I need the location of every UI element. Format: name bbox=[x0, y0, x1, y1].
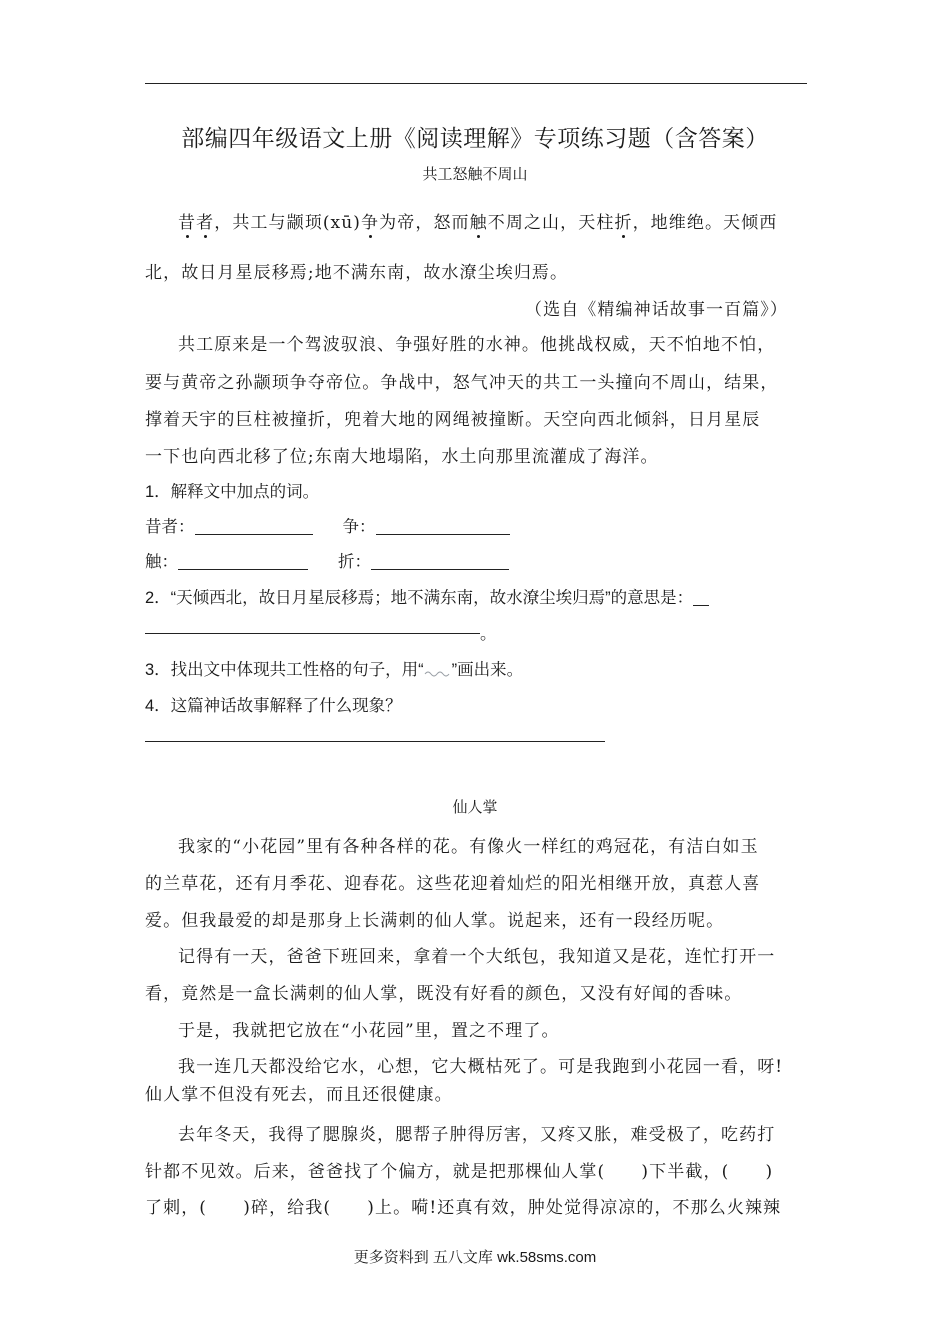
dotted-word-zheng: 争 bbox=[361, 213, 380, 233]
answer-row-2 bbox=[145, 548, 509, 572]
passage2-line-3: 爱。但我最爱的却是那身上长满刺的仙人掌。说起来，还有一段经历呢。 bbox=[145, 911, 725, 931]
blank-chu[interactable] bbox=[178, 553, 308, 571]
passage2-line-11: 了刺，( )碎，给我( )上。嗬!还真有效，肿处觉得凉凉的，不那么火辣辣 bbox=[145, 1198, 782, 1218]
answer-line-q2-c[interactable] bbox=[450, 633, 480, 634]
dotted-word-xi: 昔 bbox=[178, 213, 197, 233]
footer-link[interactable]: 更多资料到 五八文库 wk.58sms.com bbox=[353, 1249, 597, 1266]
passage2-line-5: 看，竟然是一盒长满刺的仙人掌，既没有好看的颜色，又没有好闻的香味。 bbox=[145, 984, 743, 1004]
passage2-line-1: 我家的“小花园”里有各种各样的花。有像火一样红的鸡冠花，有洁白如玉 bbox=[178, 837, 759, 857]
blank-xizhe[interactable] bbox=[195, 518, 313, 536]
modern-line-1: 共工原来是一个驾波驭浪、争强好胜的水神。他挑战权威，天不怕地不怕， bbox=[178, 335, 776, 355]
question-2-text: 2．“天倾西北，故日月星辰移焉；地不满东南，故水潦尘埃归焉”的意思是： bbox=[145, 589, 694, 607]
classical-text: 不周之山，天柱 bbox=[487, 213, 615, 233]
modern-line-2: 要与黄帝之孙颛顼争夺帝位。争战中，怒气冲天的共工一头撞向不周山，结果， bbox=[145, 373, 779, 393]
passage2-line-8: 仙人掌不但没有死去，而且还很健康。 bbox=[145, 1085, 453, 1105]
classical-text: ，共工与颛顼(xū) bbox=[214, 213, 362, 233]
document-title: 部编四年级语文上册《阅读理解》专项练习题（含答案） bbox=[181, 126, 769, 152]
answer-row-1 bbox=[145, 513, 510, 537]
passage2-line-2: 的兰草花，还有月季花、迎春花。这些花迎着灿烂的阳光相继开放，真惹人喜 bbox=[145, 874, 761, 894]
dotted-word-zhe: 者 bbox=[196, 213, 215, 233]
answer-line-q2-b[interactable] bbox=[230, 633, 450, 634]
blank-zheng[interactable] bbox=[376, 518, 510, 536]
q2-period: 。 bbox=[480, 625, 497, 643]
dotted-word-chu: 触 bbox=[469, 213, 488, 233]
passage2-line-4: 记得有一天，爸爸下班回来，拿着一个大纸包，我知道又是花，连忙打开一 bbox=[178, 947, 776, 967]
modern-line-4: 一下也向西北移了位;东南大地塌陷，水土向那里流灌成了海洋。 bbox=[145, 447, 659, 467]
question-2 bbox=[145, 584, 709, 608]
answer-line-q2-a[interactable] bbox=[145, 633, 230, 634]
header-rule bbox=[145, 83, 807, 84]
dotted-word-she: 折 bbox=[614, 213, 633, 233]
passage2-heading: 仙人掌 bbox=[452, 798, 498, 816]
passage2-line-9: 去年冬天，我得了腮腺炎，腮帮子肿得厉害，又疼又胀，难受极了，吃药打 bbox=[178, 1125, 776, 1145]
question-4: 4．这篇神话故事解释了什么现象？ bbox=[145, 697, 402, 715]
question-3-text-a: 3．找出文中体现共工性格的句子，用“ bbox=[145, 661, 424, 679]
answer-line-q4-a[interactable] bbox=[145, 741, 270, 742]
passage2-line-10: 针都不见效。后来，爸爸找了个偏方，就是把那棵仙人掌( )下半截，( ) bbox=[145, 1162, 774, 1182]
answer-line-q4-c[interactable] bbox=[433, 741, 605, 742]
classical-line-1 bbox=[178, 208, 777, 233]
label-chu: 触： bbox=[145, 553, 178, 571]
label-xizhe: 昔者： bbox=[145, 518, 195, 536]
question-3 bbox=[145, 656, 523, 680]
label-she: 折： bbox=[338, 553, 371, 571]
modern-line-3: 撑着天宇的巨柱被撞折，兜着大地的网绳被撞断。天空向西北倾斜，日月星辰 bbox=[145, 410, 761, 430]
classical-line-2: 北，故日月星辰移焉;地不满东南，故水潦尘埃归焉。 bbox=[145, 263, 569, 283]
passage2-line-7: 我一连几天都没给它水，心想，它大概枯死了。可是我跑到小花园一看，呀! bbox=[178, 1057, 784, 1077]
source-citation: （选自《精编神话故事一百篇》） bbox=[525, 300, 788, 320]
classical-text: 为帝，怒而 bbox=[379, 213, 470, 233]
passage2-line-6: 于是，我就把它放在“小花园”里，置之不理了。 bbox=[178, 1021, 560, 1041]
question-1: 1．解释文中加点的词。 bbox=[145, 483, 320, 501]
passage1-heading: 共工怒触不周山 bbox=[422, 165, 528, 183]
answer-line-q4-b[interactable] bbox=[270, 741, 433, 742]
classical-text: ，地维绝。天倾西 bbox=[632, 213, 778, 233]
blank-q2-start[interactable] bbox=[693, 589, 709, 607]
label-zheng: 争： bbox=[342, 518, 376, 536]
wavy-underline-icon bbox=[424, 667, 452, 677]
question-3-text-b: ”画出来。 bbox=[451, 661, 524, 679]
blank-she[interactable] bbox=[371, 553, 509, 571]
